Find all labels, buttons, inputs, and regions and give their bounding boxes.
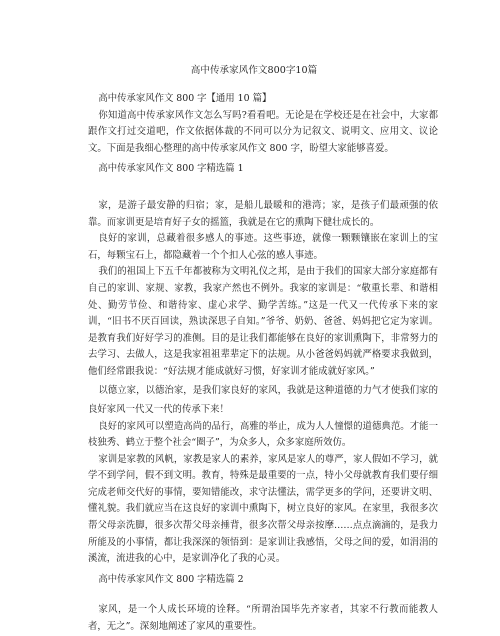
section1-paragraph-4: 以德立家，以德治家，是我们家良好的家风，我就是这种道德的力气才使我们家的良好家风一代又一代的传承下来！ bbox=[88, 384, 438, 415]
section2-paragraph-1: 家风，是一个人成长环境的诠释。“所谓治国毕先齐家者，其家不行教而能教人者，无之”。深刻地阐述了家风的重要性。 bbox=[88, 604, 438, 633]
section1-paragraph-3: 我们的祖国上下五千年都被称为文明礼仪之邦，是由于我们的国家大部分家庭都有自己的家训、家规、家教，我家产然也不例外。我家的家训是：“敬重长辈、和谐相处、勤劳节俭、和谐待家、虚心求学、勤学苦练。”这是一代又一代传承下来的家训，“旧书不厌百回读，熟读深思子自知。”爷爷、奶奶、爸爸、妈妈把它定为家训。是教育我们好好学习的准侧。目的是让我们都能够在良好的家训熏陶下，非常努力的去学习、去做人，这是我家祖祖辈辈定下的法规。从小爸爸妈妈就严格要求我做到，他们经常跟我说：“好法规才能成就好习惯，好家训才能成就好家风。” bbox=[88, 266, 438, 377]
document-title: 高中传承家风作文800字10篇 bbox=[190, 65, 318, 76]
section2-heading: 高中传承家风作文 800 字精选篇 2 bbox=[98, 573, 244, 585]
section1-paragraph-5: 良好的家风可以塑造高尚的品行，高雅的举止，成为人人憧憬的道德典范。才能一枝独秀、鹤立于整个社会“圈子”，为众多人，众多家庭所效仿。 bbox=[88, 420, 438, 449]
section1-paragraph-2: 良好的家训，总藏着很多感人的事迹。这些事迹，就像一颗颗镶嵌在家训上的宝石，每颗宝石上，都隐藏着一个个扣人心弦的感人事迹。 bbox=[88, 233, 438, 261]
section1-heading: 高中传承家风作文 800 字精选篇 1 bbox=[98, 163, 244, 175]
intro-heading: 高中传承家风作文 800 字【通用 10 篇】 bbox=[98, 93, 272, 104]
intro-paragraph: 你知道高中传承家风作文怎么写吗?看看吧。无论是在学校还是在社会中，大家都跟作文打过交道吧，作文依据体裁的不同可以分为记叙文、说明文、应用文、议论文。下面是我细心整理的高中传承家风作文 800 字，盼望大家能够喜爱。 bbox=[88, 109, 438, 154]
section1-paragraph-6: 家训是家教的风帆，家教是家人的素养，家风是家人的尊严，家人假如不学习，就学不到学问，假不到文明。教育，特殊是最重要的一点，特小父母就教育我们要仔细完成老师交代好的事情，要知错能改，求守法懂法，需学更多的学问，还要讲文明、懂礼貌。我们就应当在这良好的家训中熏陶下，树立良好的家风。在家里，我很多次帮父母亲洗脚，很多次帮父母亲捶背，很多次帮父母亲按摩……点点滴滴的，是我力所能及的小事情，都让我深深的领悟到：是家训让我感悟，父母之间的爱，如涓涓的溪流，流进我的心中，是家训净化了我的心灵。 bbox=[88, 453, 438, 565]
section1-paragraph-1: 家，是游子最安静的归宿；家，是船儿最暖和的港湾；家，是孩子们最顽强的依靠。而家训更是培育好子女的摇篮，我就是在它的熏陶下健壮成长的。 bbox=[88, 199, 438, 228]
